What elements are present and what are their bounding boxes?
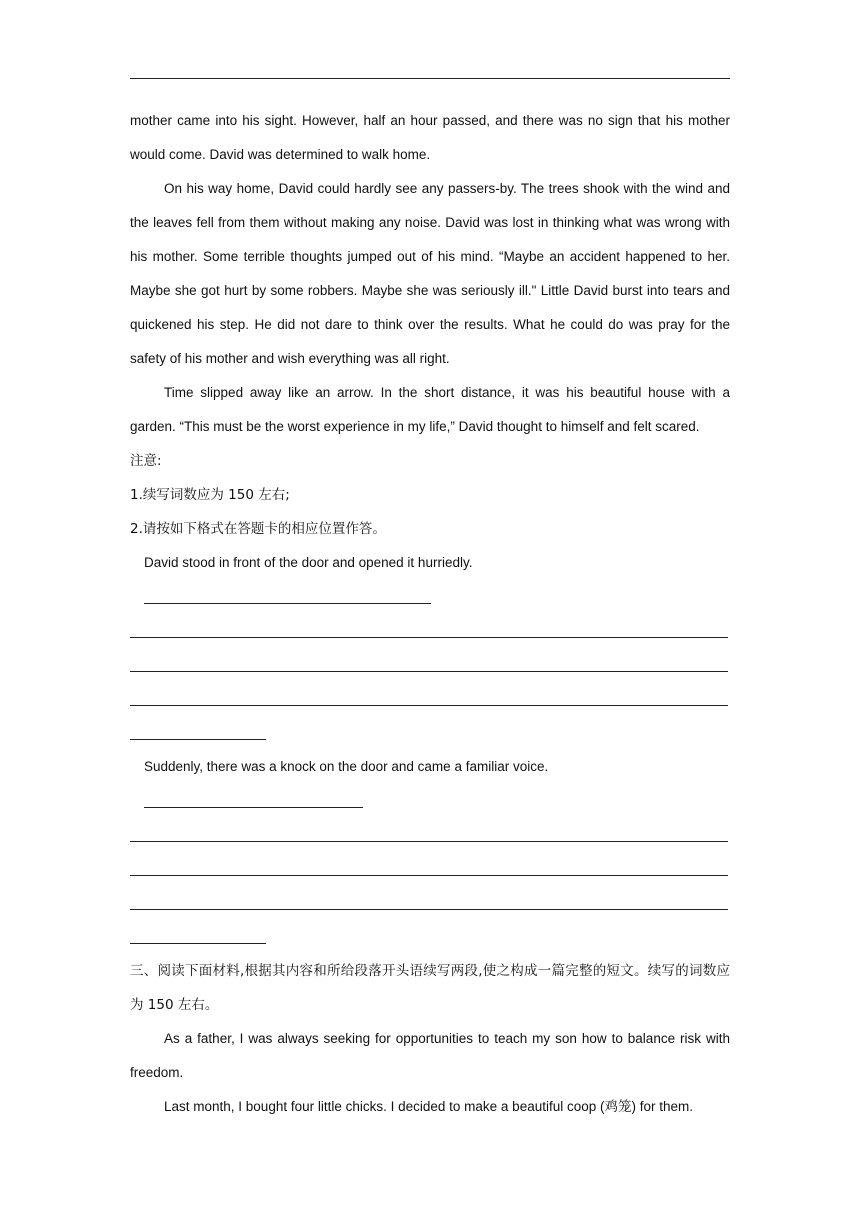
- paragraph-1-line-2: would come. David was determined to walk home.: [130, 147, 431, 162]
- document-body: [130, 104, 730, 1124]
- answer-line[interactable]: [130, 818, 730, 852]
- paragraph-1-line-1: mother came into his sight. However, half an hour passed, and there was no sign that his mother: [130, 113, 730, 128]
- answer-line[interactable]: [130, 580, 730, 614]
- header-rule: [130, 78, 730, 79]
- answer-line[interactable]: [130, 784, 730, 818]
- section-3-paragraph-2: Last month, I bought four little chicks. I decided to make a beautiful coop (鸡笼) for them.: [164, 1099, 694, 1114]
- notes-title: 注意:: [130, 453, 162, 469]
- answer-line[interactable]: [130, 716, 730, 750]
- section-3-paragraph-1: As a father, I was always seeking for opportunities to teach my son how to balance risk with freedom.: [130, 1031, 730, 1080]
- paragraph-starter-1: David stood in front of the door and opened it hurriedly.: [144, 555, 473, 570]
- paragraph-3: Time slipped away like an arrow. In the short distance, it was his beautiful house with a garden. “This must be the worst experience in my life,” David thought to himself and felt scared.: [130, 385, 730, 434]
- answer-line[interactable]: [130, 648, 730, 682]
- answer-line[interactable]: [130, 852, 730, 886]
- answer-line[interactable]: [130, 886, 730, 920]
- notes-item-1: 1.续写词数应为 150 左右;: [130, 487, 290, 503]
- section-3-instruction: 三、阅读下面材料,根据其内容和所给段落开头语续写两段,使之构成一篇完整的短文。续写的词数应为 150 左右。: [130, 963, 730, 1013]
- answer-line[interactable]: [130, 920, 730, 954]
- paragraph-starter-2: Suddenly, there was a knock on the door and came a familiar voice.: [144, 759, 549, 774]
- notes-item-2: 2.请按如下格式在答题卡的相应位置作答。: [130, 521, 386, 537]
- answer-line[interactable]: [130, 614, 730, 648]
- answer-line[interactable]: [130, 682, 730, 716]
- paragraph-2: On his way home, David could hardly see any passers-by. The trees shook with the wind and the leaves fell from them without making any noise. David was lost in thinking what was wrong with his mother. Some terrible thoughts jumped out of his mind. “Maybe an accident happened to her. Maybe she got hurt by some robbers. Maybe she was seriously ill." Little David burst into tears and quickened his step. He did not dare to think over the results. What he could do was pray for the safety of his mother and wish everything was all right.: [130, 181, 730, 366]
